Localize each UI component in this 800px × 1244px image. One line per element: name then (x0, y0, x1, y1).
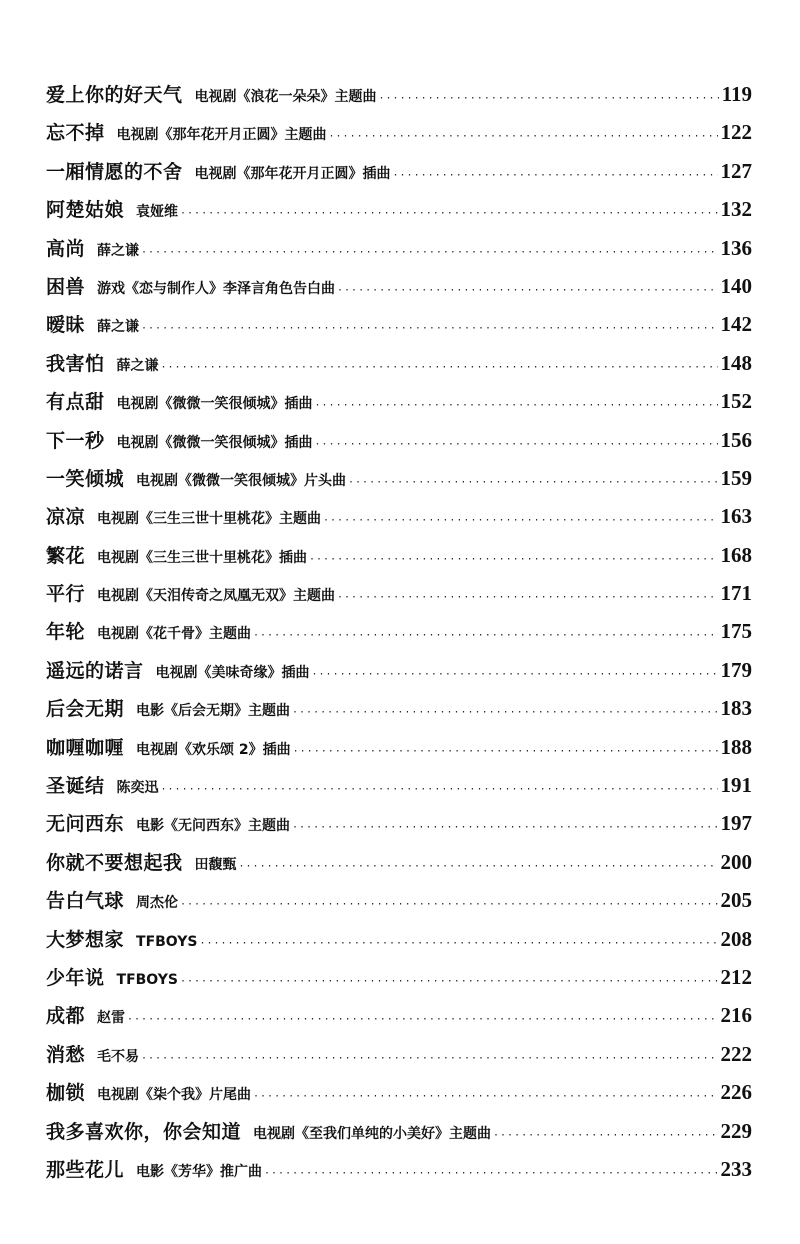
toc-entry[interactable] (46, 75, 752, 113)
page-number: 127 (720, 158, 752, 183)
song-source: TFBOYS (136, 933, 198, 950)
toc-entry[interactable] (46, 843, 752, 881)
song-source: 电影《芳华》推广曲 (136, 1163, 263, 1180)
dot-leader (253, 617, 717, 655)
toc-entry[interactable] (46, 728, 752, 766)
song-title: 消愁 (46, 1043, 86, 1066)
page-number: 200 (720, 849, 752, 874)
toc-entry[interactable] (46, 305, 752, 343)
dot-leader (309, 541, 717, 579)
song-source: 电视剧《三生三世十里桃花》插曲 (97, 549, 308, 566)
dot-leader (323, 502, 717, 540)
song-title: 阿楚姑娘 (46, 199, 125, 222)
song-title: 成都 (46, 1005, 86, 1028)
song-title: 圣诞结 (46, 775, 105, 798)
song-source: 薛之谦 (97, 242, 140, 259)
dot-leader (348, 464, 717, 502)
song-title: 年轮 (46, 621, 86, 644)
song-title: 困兽 (46, 275, 86, 298)
toc-entry[interactable] (46, 881, 752, 919)
page-number: 168 (720, 542, 752, 567)
page-number: 156 (720, 427, 752, 452)
dot-leader (264, 1155, 717, 1193)
page-number: 148 (720, 350, 752, 375)
page-number: 152 (720, 389, 752, 414)
dot-leader (161, 771, 718, 809)
song-title: 一厢情愿的不舍 (46, 160, 183, 183)
song-source: 电视剧《那年花开月正圆》插曲 (194, 165, 391, 182)
dot-leader (141, 310, 717, 348)
dot-leader (329, 118, 718, 156)
toc-entry[interactable] (46, 421, 752, 459)
song-source: 电视剧《柒个我》片尾曲 (97, 1087, 252, 1104)
song-source: 陈奕迅 (116, 780, 159, 797)
page-number: 229 (720, 1118, 752, 1143)
page-number: 197 (720, 811, 752, 836)
toc-entry[interactable] (46, 1035, 752, 1073)
toc-entry[interactable] (46, 229, 752, 267)
dot-leader (315, 387, 718, 425)
song-source: 电视剧《浪花一朵朵》主题曲 (194, 89, 377, 105)
song-title: 平行 (46, 583, 86, 606)
toc-entry[interactable] (46, 958, 752, 996)
song-source: 电视剧《欢乐颂 2》插曲 (136, 741, 291, 758)
song-title: 枷锁 (46, 1082, 86, 1105)
page-number: 159 (720, 465, 752, 490)
dot-leader (312, 656, 718, 694)
song-title: 一笑倾城 (46, 467, 125, 490)
toc-entry[interactable] (46, 497, 752, 535)
song-title: 爱上你的好天气 (46, 84, 183, 106)
page-number: 216 (720, 1003, 752, 1028)
dot-leader (253, 1078, 717, 1116)
toc-entry[interactable] (46, 574, 752, 612)
toc-entry[interactable] (46, 1073, 752, 1111)
dot-leader (127, 1001, 717, 1039)
toc-entry[interactable] (46, 689, 752, 727)
table-of-contents (46, 75, 752, 1188)
song-title: 咖喱咖喱 (46, 736, 125, 759)
toc-entry[interactable] (46, 190, 752, 228)
song-title: 有点甜 (46, 391, 105, 414)
page-number: 191 (720, 773, 752, 798)
toc-entry[interactable] (46, 536, 752, 574)
dot-leader (180, 195, 717, 233)
page-number: 179 (720, 657, 752, 682)
toc-entry[interactable] (46, 1112, 752, 1150)
song-source: 袁娅维 (136, 204, 179, 221)
page-number: 163 (720, 504, 752, 529)
song-source: 电影《无问西东》主题曲 (136, 818, 291, 835)
song-title: 繁花 (46, 544, 86, 567)
song-source: 电视剧《三生三世十里桃花》主题曲 (97, 511, 322, 528)
toc-entry[interactable] (46, 651, 752, 689)
song-title: 遥远的诺言 (46, 659, 144, 682)
song-title: 下一秒 (46, 429, 105, 452)
song-source: 毛不易 (97, 1048, 140, 1065)
dot-leader (493, 1117, 717, 1155)
song-title: 凉凉 (46, 506, 86, 529)
dot-leader (337, 579, 717, 617)
dot-leader (393, 157, 718, 195)
page-number: 132 (720, 197, 752, 222)
song-source: 电视剧《至我们单纯的小美好》主题曲 (253, 1125, 492, 1142)
page-number: 183 (720, 696, 752, 721)
toc-entry[interactable] (46, 113, 752, 151)
song-source: 赵雷 (97, 1010, 126, 1027)
dot-leader (293, 733, 718, 771)
song-source: 电视剧《天泪传奇之凤凰无双》主题曲 (97, 588, 336, 605)
song-source: 薛之谦 (116, 357, 159, 374)
song-title: 我害怕 (46, 352, 105, 375)
toc-entry[interactable] (46, 804, 752, 842)
song-source: 薛之谦 (97, 319, 140, 336)
page-number: 140 (720, 273, 752, 298)
page-number: 142 (720, 312, 752, 337)
song-title: 忘不掉 (46, 122, 105, 145)
dot-leader (199, 925, 717, 963)
dot-leader (315, 426, 718, 464)
page-number: 205 (720, 888, 752, 913)
toc-entry[interactable] (46, 267, 752, 305)
toc-entry[interactable] (46, 459, 752, 497)
page-number: 136 (720, 235, 752, 260)
song-title: 我多喜欢你，你会知道 (46, 1120, 242, 1143)
toc-entry[interactable] (46, 612, 752, 650)
song-source: 电影《后会无期》主题曲 (136, 703, 291, 720)
toc-entry[interactable] (46, 996, 752, 1034)
dot-leader (180, 886, 717, 924)
dot-leader (292, 809, 717, 847)
toc-entry[interactable] (46, 766, 752, 804)
toc-entry[interactable] (46, 1150, 752, 1188)
song-title: 暧昧 (46, 314, 86, 337)
dot-leader (292, 694, 717, 732)
song-source: 电视剧《美味奇缘》插曲 (155, 664, 310, 681)
dot-leader (239, 848, 718, 886)
song-source: 田馥甄 (194, 856, 237, 873)
dot-leader (141, 234, 717, 272)
song-title: 高尚 (46, 237, 86, 260)
dot-leader (161, 349, 718, 387)
page-number: 122 (720, 120, 752, 145)
dot-leader (379, 80, 719, 118)
song-source: 电视剧《那年花开月正圆》主题曲 (116, 127, 327, 144)
page-number: 188 (720, 734, 752, 759)
song-source: TFBOYS (116, 971, 178, 988)
page-number: 212 (720, 964, 752, 989)
toc-entry[interactable] (46, 382, 752, 420)
page-number: 226 (720, 1080, 752, 1105)
dot-leader (141, 1040, 717, 1078)
page-number: 175 (720, 619, 752, 644)
page-number: 233 (720, 1156, 752, 1181)
toc-entry[interactable] (46, 152, 752, 190)
song-title: 那些花儿 (46, 1158, 125, 1181)
song-title: 少年说 (46, 966, 105, 989)
toc-entry[interactable] (46, 344, 752, 382)
page-number: 171 (720, 581, 752, 606)
page-number: 222 (720, 1041, 752, 1066)
song-title: 告白气球 (46, 890, 125, 913)
song-source: 电视剧《花千骨》主题曲 (97, 626, 252, 643)
song-source: 游戏《恋与制作人》李泽言角色告白曲 (97, 280, 336, 297)
song-title: 你就不要想起我 (46, 851, 183, 874)
dot-leader (337, 272, 717, 310)
song-title: 后会无期 (46, 698, 125, 721)
song-source: 电视剧《微微一笑很倾城》插曲 (116, 434, 313, 451)
song-source: 电视剧《微微一笑很倾城》片头曲 (136, 472, 347, 489)
page-number: 119 (721, 82, 752, 106)
song-title: 无问西东 (46, 813, 125, 836)
song-source: 周杰伦 (136, 895, 179, 912)
page-number: 208 (720, 926, 752, 951)
dot-leader (180, 963, 718, 1001)
toc-entry[interactable] (46, 920, 752, 958)
song-source: 电视剧《微微一笑很倾城》插曲 (116, 396, 313, 413)
song-title: 大梦想家 (46, 928, 125, 951)
